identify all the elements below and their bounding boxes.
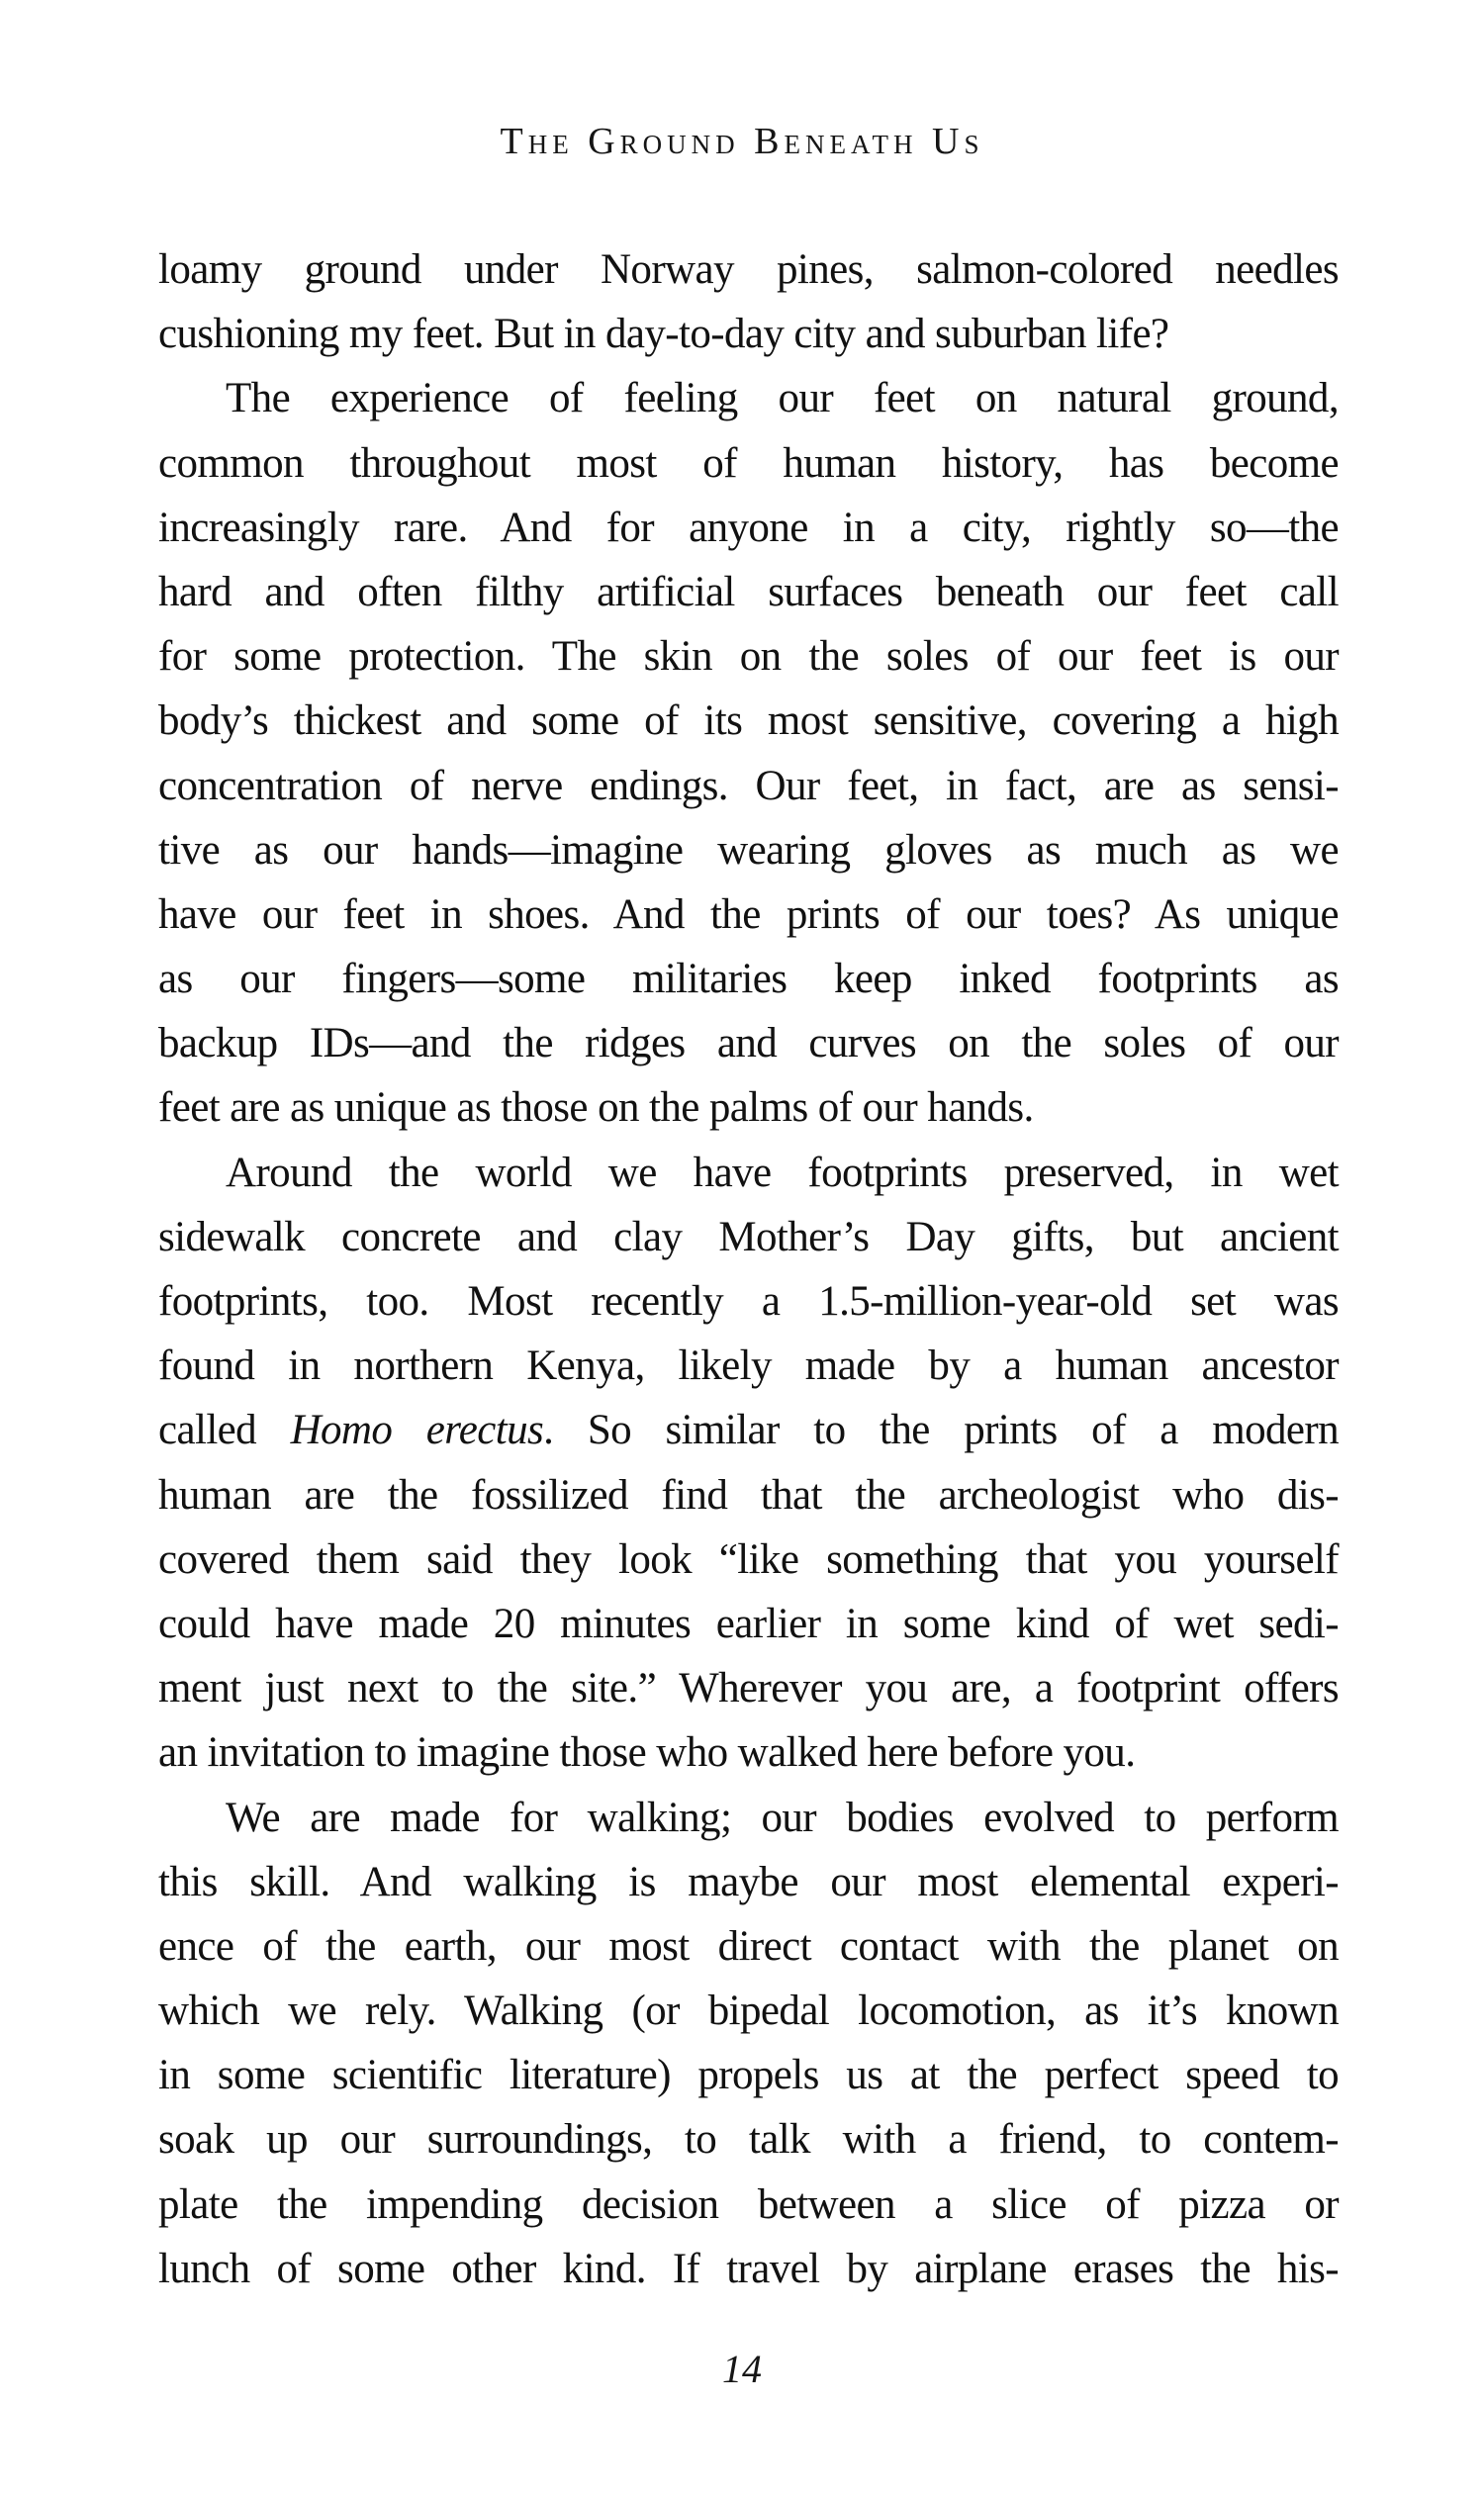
text-line: called Homo erectus. So similar to the prints of a modern bbox=[158, 1407, 1339, 1454]
paragraph bbox=[158, 1141, 1339, 1786]
page-number: 14 bbox=[722, 2347, 762, 2391]
text-line: feet are as unique as those on the palms of our hands. bbox=[158, 1084, 1034, 1132]
text-line: sidewalk concrete and clay Mother’s Day gifts, but ancient bbox=[158, 1213, 1339, 1260]
text-line: human are the fossilized find that the archeologist who dis- bbox=[158, 1471, 1339, 1519]
text-line: could have made 20 minutes earlier in some kind of wet sedi- bbox=[158, 1600, 1339, 1647]
running-header: The Ground Beneath Us bbox=[500, 121, 984, 162]
text-line: The experience of feeling our feet on natural ground, bbox=[226, 375, 1339, 422]
text-line: have our feet in shoes. And the prints of our toes? As unique bbox=[158, 890, 1339, 938]
text-line: ment just next to the site.” Wherever you are, a footprint offers bbox=[158, 1665, 1339, 1712]
text-line: concentration of nerve endings. Our feet, in fact, are as sensi- bbox=[158, 762, 1339, 809]
text-line: hard and often filthy artificial surfaces beneath our feet call bbox=[158, 568, 1339, 615]
text-line: cushioning my feet. But in day-to-day city and suburban life? bbox=[158, 311, 1169, 358]
text-line: an invitation to imagine those who walked here before you. bbox=[158, 1729, 1136, 1777]
text-line: plate the impending decision between a slice of pizza or bbox=[158, 2180, 1339, 2228]
text-line: increasingly rare. And for anyone in a city, rightly so—the bbox=[158, 504, 1339, 551]
text-line: We are made for walking; our bodies evolved to perform bbox=[226, 1794, 1339, 1841]
text-line: loamy ground under Norway pines, salmon-colored needles bbox=[158, 246, 1339, 293]
text-line: backup IDs—and the ridges and curves on the soles of our bbox=[158, 1020, 1339, 1067]
text-line: footprints, too. Most recently a 1.5-million-year-old set was bbox=[158, 1278, 1339, 1325]
text-line: this skill. And walking is maybe our most elemental experi- bbox=[158, 1858, 1339, 1905]
text-line: soak up our surroundings, to talk with a friend, to contem- bbox=[158, 2116, 1339, 2164]
paragraph bbox=[158, 1786, 1339, 2302]
text-line: in some scientific literature) propels us at the perfect speed to bbox=[158, 2052, 1339, 2099]
text-line: ence of the earth, our most direct contact with the planet on bbox=[158, 1922, 1339, 1970]
text-line: common throughout most of human history, has become bbox=[158, 439, 1339, 487]
body-text bbox=[158, 237, 1339, 2301]
paragraph bbox=[158, 237, 1339, 366]
text-line: lunch of some other kind. If travel by airplane erases the his- bbox=[158, 2245, 1339, 2292]
text-line: covered them said they look “like something that you yourself bbox=[158, 1535, 1339, 1583]
text-line: for some protection. The skin on the soles of our feet is our bbox=[158, 633, 1339, 681]
paragraph bbox=[158, 366, 1339, 1140]
text-line: Around the world we have footprints preserved, in wet bbox=[226, 1149, 1339, 1196]
text-line: tive as our hands—imagine wearing gloves as much as we bbox=[158, 826, 1339, 874]
text-line: which we rely. Walking (or bipedal locomotion, as it’s known bbox=[158, 1988, 1339, 2035]
text-line: found in northern Kenya, likely made by a human ancestor bbox=[158, 1342, 1339, 1390]
text-line: body’s thickest and some of its most sensitive, covering a high bbox=[158, 697, 1339, 745]
text-line: as our fingers—some militaries keep inked footprints as bbox=[158, 956, 1339, 1003]
italic-term: Homo erectus bbox=[290, 1407, 544, 1454]
